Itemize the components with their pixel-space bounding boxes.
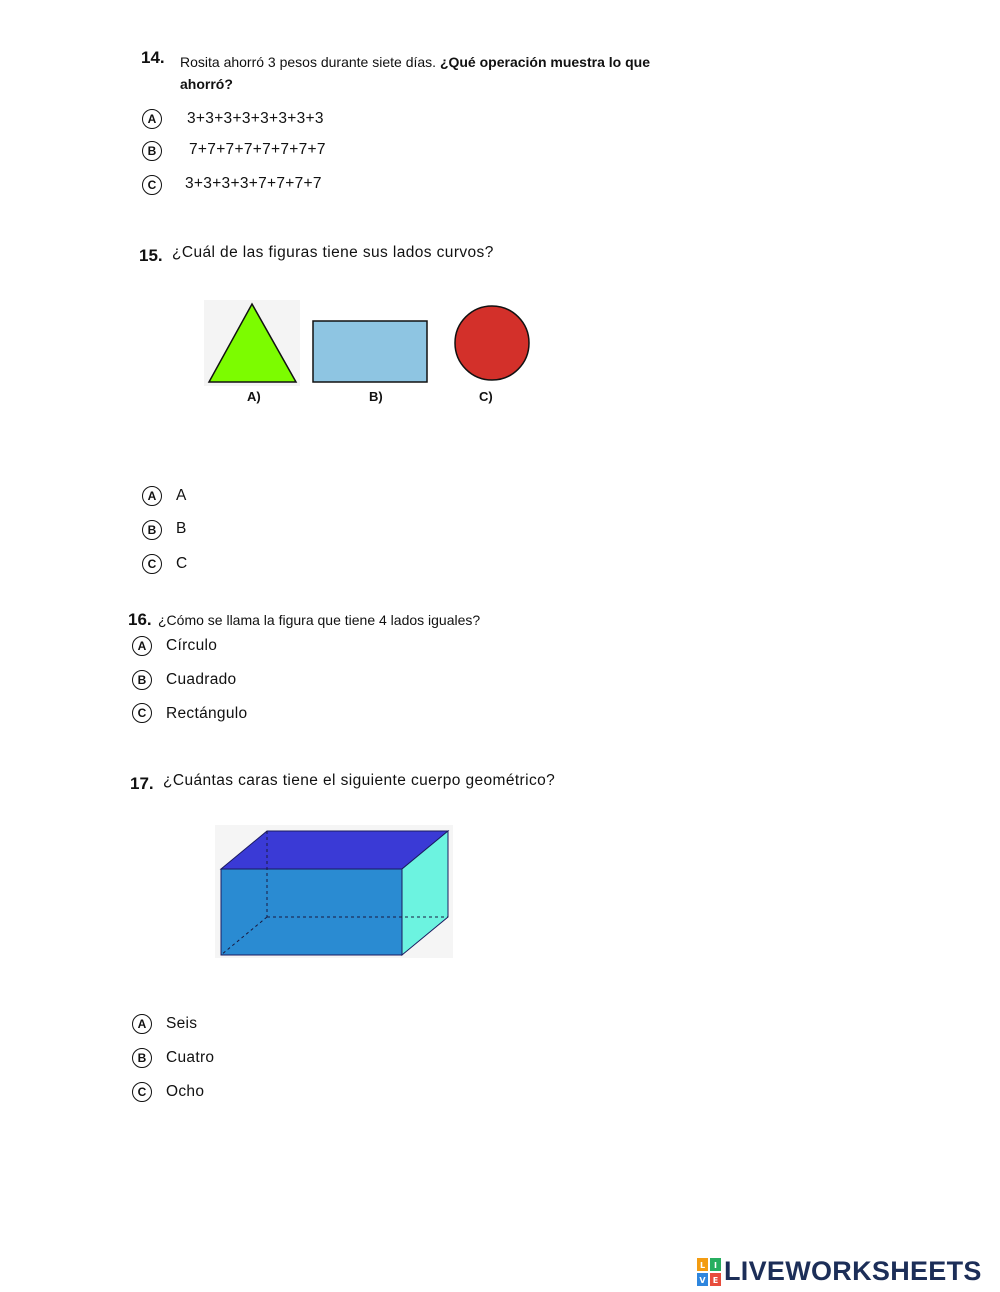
q15-option-c-badge[interactable]: C: [142, 554, 162, 574]
logo-tiles-icon: [697, 1258, 721, 1286]
logo-text: LIVEWORKSHEETS: [724, 1256, 982, 1286]
q16-number: 16.: [128, 610, 152, 629]
q16-option-b-text: Cuadrado: [166, 671, 237, 688]
prism-front-face: [221, 869, 402, 955]
logo-tile-letter-1: L: [699, 1260, 706, 1270]
q16-option-c-badge[interactable]: C: [132, 703, 152, 723]
q16-option-a-badge[interactable]: A: [132, 636, 152, 656]
q16-option-a-text: Círculo: [166, 637, 218, 654]
q17-option-c-text: Ocho: [166, 1083, 205, 1100]
q15-option-c-text: C: [176, 555, 188, 572]
q15-option-b-badge[interactable]: B: [142, 520, 162, 540]
logo-tile-letter-2: I: [714, 1260, 717, 1270]
q17-number: 17.: [130, 774, 154, 793]
q14-option-a-badge[interactable]: A: [142, 109, 162, 129]
rectangle-shape: [313, 321, 427, 382]
q17-option-c-badge[interactable]: C: [132, 1082, 152, 1102]
q14-question-text: Rosita ahorró 3 pesos durante siete días.: [180, 54, 437, 70]
figure-label-b: B): [369, 389, 383, 404]
q14-option-c-badge[interactable]: C: [142, 175, 162, 195]
q15-question-text: ¿Cuál de las figuras tiene sus lados curvos?: [172, 244, 494, 261]
q14-question-bold-2: ahorró?: [180, 76, 233, 92]
q16-option-b-badge[interactable]: B: [132, 670, 152, 690]
q17-option-b-text: Cuatro: [166, 1049, 215, 1066]
figure-label-a: A): [247, 389, 261, 404]
q15-option-a-text: A: [176, 487, 187, 504]
q15-option-b-text: B: [176, 520, 187, 537]
logo-tile-letter-3: V: [699, 1275, 706, 1285]
figure-label-c: C): [479, 389, 493, 404]
q16-option-c-text: Rectángulo: [166, 705, 248, 722]
q15-option-a-badge[interactable]: A: [142, 486, 162, 506]
q14-option-b-text: 7+7+7+7+7+7+7+7: [189, 141, 326, 158]
q15-number: 15.: [139, 246, 163, 265]
q14-question-bold-1: ¿Qué operación muestra lo que: [439, 54, 650, 70]
rectangular-prism-figure: [215, 825, 455, 960]
q17-question-text: ¿Cuántas caras tiene el siguiente cuerpo geométrico?: [163, 772, 556, 789]
liveworksheets-logo[interactable]: [697, 1256, 982, 1287]
q17-option-a-text: Seis: [166, 1015, 198, 1032]
q14-option-c-text: 3+3+3+3+7+7+7+7: [185, 175, 322, 192]
q17-option-b-badge[interactable]: B: [132, 1048, 152, 1068]
q17-option-a-badge[interactable]: A: [132, 1014, 152, 1034]
q16-question-text: ¿Cómo se llama la figura que tiene 4 lados iguales?: [158, 612, 481, 628]
q14-number: 14.: [141, 48, 165, 67]
q14-option-b-badge[interactable]: B: [142, 141, 162, 161]
circle-shape: [455, 306, 529, 380]
logo-tile-letter-4: E: [712, 1275, 719, 1285]
q14-question: [180, 51, 700, 95]
q14-option-a-text: 3+3+3+3+3+3+3+3: [187, 110, 324, 127]
